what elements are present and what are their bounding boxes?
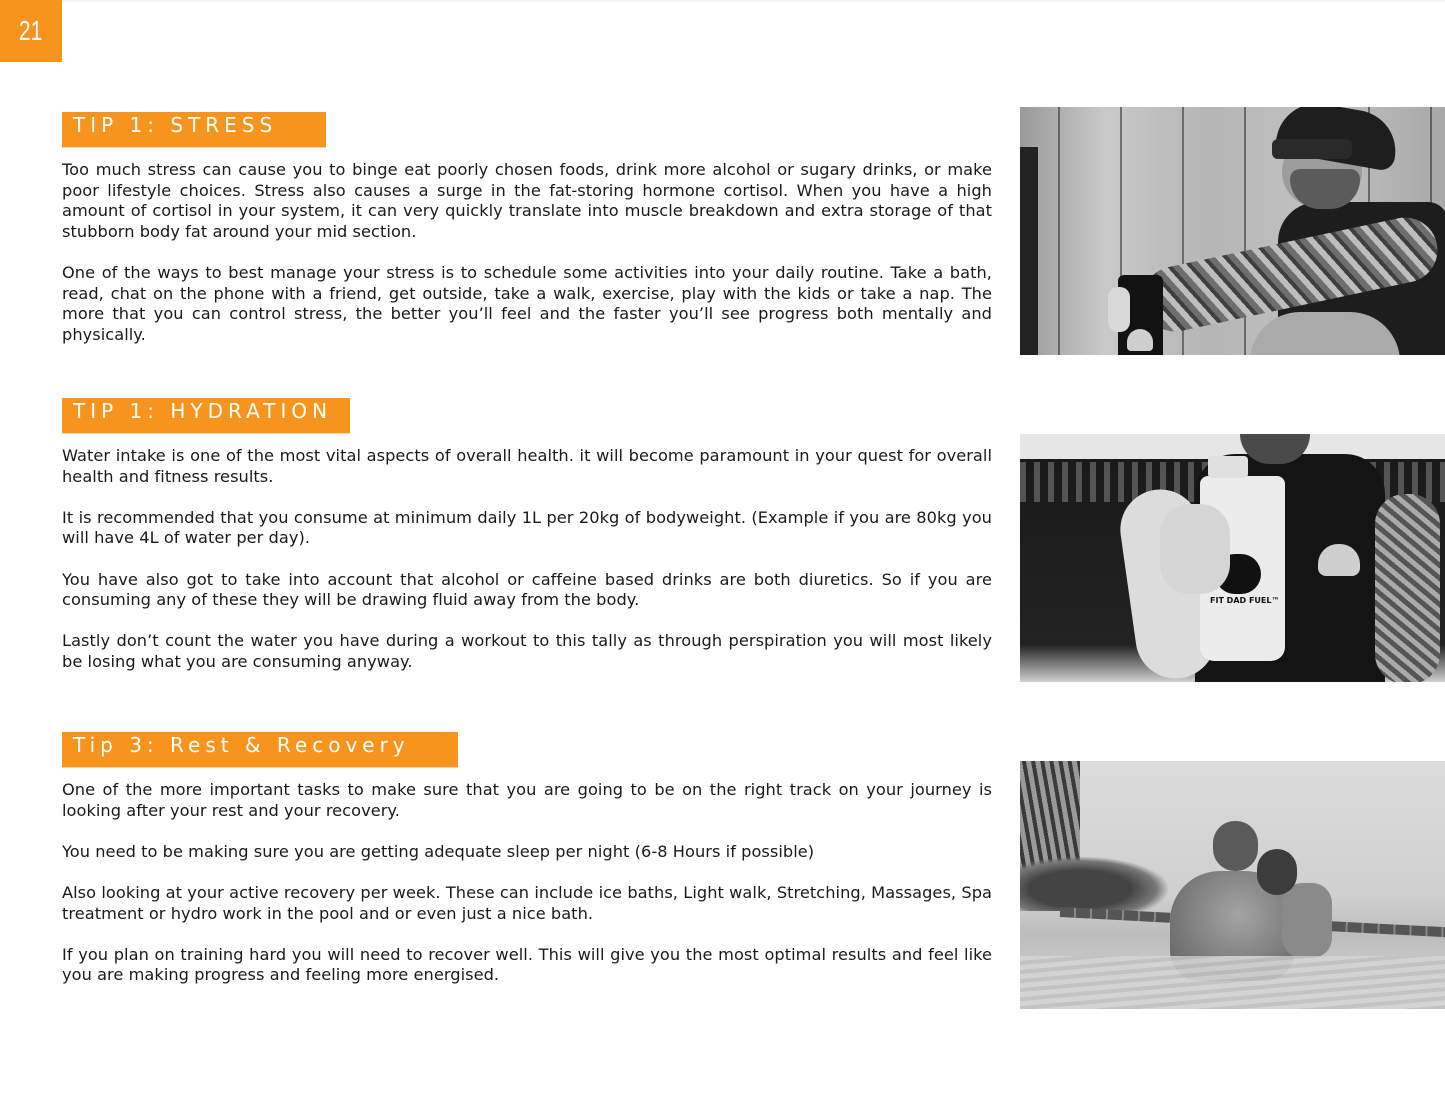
paragraph: Also looking at your active recovery per week. These can include ice baths, Light walk, Stretching, Massages, Spa treatment or hydro work in the pool and or even just a nice bath. bbox=[62, 882, 992, 923]
section-stress bbox=[62, 112, 992, 345]
photo-detail bbox=[1020, 147, 1038, 355]
tip-heading-hydration: TIP 1: HYDRATION bbox=[62, 398, 350, 433]
paragraph: One of the more important tasks to make sure that you are going to be on the right track on your journey is looking after your rest and your recovery. bbox=[62, 780, 992, 820]
paragraph: Lastly don’t count the water you have during a workout to this tally as through perspiration you will most likely be losing what you are consuming anyway. bbox=[62, 631, 992, 671]
brand-logo-icon bbox=[1127, 329, 1153, 351]
brand-logo-icon bbox=[1318, 544, 1360, 576]
page-number: 21 bbox=[19, 15, 43, 46]
tip-heading-rest-recovery: Tip 3: Rest & Recovery bbox=[62, 732, 458, 767]
photo-detail bbox=[1108, 287, 1130, 332]
paragraph: You have also got to take into account that alcohol or caffeine based drinks are both diuretics. So if you are consuming any of these they will be drawing fluid away from the body. bbox=[62, 569, 992, 610]
photo-detail bbox=[1282, 883, 1332, 958]
paragraph: One of the ways to best manage your stress is to schedule some activities into your daily routine. Take a bath, read, chat on the phone with a friend, get outside, take a walk, exercise, play with the kids or take a nap. The more that you can control stress, the better you’ll feel and the faster you’ll see progress both mentally and physically. bbox=[62, 262, 992, 344]
photo-detail bbox=[1020, 856, 1170, 911]
photo-detail bbox=[1213, 821, 1258, 871]
photo-detail bbox=[1272, 139, 1352, 159]
photo-father-son-pool bbox=[1020, 761, 1445, 1009]
section-hydration bbox=[62, 398, 992, 673]
photo-detail bbox=[1160, 504, 1230, 594]
paragraph: You need to be making sure you are getting adequate sleep per night (6-8 Hours if possible) bbox=[62, 841, 815, 861]
photo-man-with-shaker bbox=[1020, 107, 1445, 355]
top-divider bbox=[62, 0, 1445, 3]
photo-detail bbox=[1375, 494, 1440, 682]
paragraph: Water intake is one of the most vital aspects of overall health. it will become paramount in your quest for overall health and fitness results. bbox=[62, 446, 992, 486]
photo-detail bbox=[1257, 849, 1297, 895]
section-rest-recovery bbox=[62, 732, 992, 986]
photo-detail bbox=[1020, 956, 1445, 1009]
paragraph: It is recommended that you consume at minimum daily 1L per 20kg of bodyweight. (Example if you are 80kg you will have 4L of water per day). bbox=[62, 507, 992, 548]
photo-detail bbox=[1208, 456, 1248, 478]
tip-heading-stress: TIP 1: STRESS bbox=[62, 112, 326, 147]
photo-shaker-toward-camera bbox=[1020, 434, 1445, 682]
bottle-brand-text: FIT DAD FUEL™ bbox=[1210, 596, 1280, 605]
paragraph: Too much stress can cause you to binge eat poorly chosen foods, drink more alcohol or sugary drinks, or make poor lifestyle choices. Stress also causes a surge in the fat-storing hormone cortisol. When you have a high amount of cortisol in your system, it can very quickly translate into muscle breakdown and extra storage of that stubborn body fat around your mid section. bbox=[62, 160, 992, 241]
paragraph: If you plan on training hard you will need to recover well. This will give you the most optimal results and feel like you are making progress and feeling more energised. bbox=[62, 944, 992, 985]
